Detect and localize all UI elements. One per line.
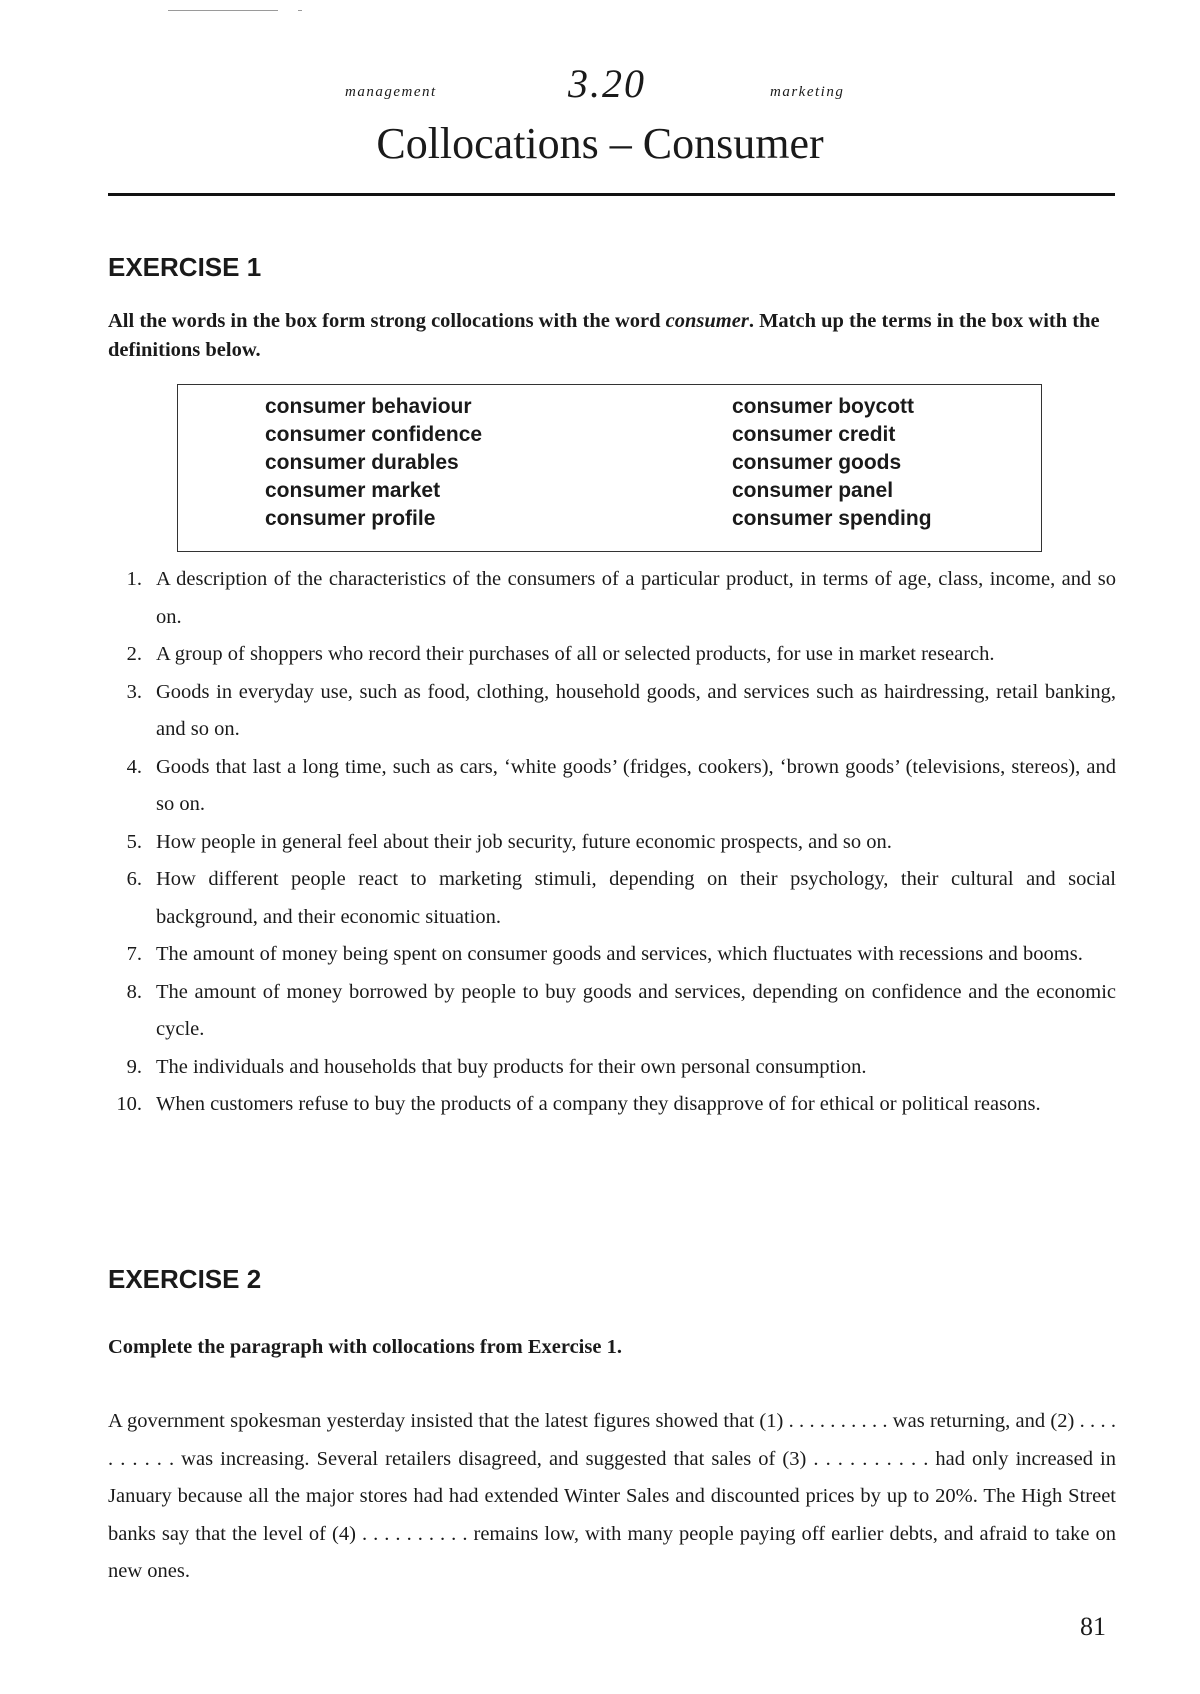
definition-number: 3. <box>126 680 142 703</box>
definition-text: Goods that last a long time, such as cars, ‘white goods’ (fridges, cookers), ‘brown goods’ (televisions, stereos), and so on. <box>156 755 1116 815</box>
word-box-item: consumer behaviour <box>265 395 472 418</box>
definition-text: How people in general feel about their job security, future economic prospects, and so on. <box>156 830 892 853</box>
definition-text: The amount of money borrowed by people to buy goods and services, depending on confidence and the economic cycle. <box>156 980 1116 1040</box>
title-divider <box>108 193 1115 196</box>
definition-item <box>108 636 1116 674</box>
word-box-item: consumer credit <box>732 423 896 446</box>
definition-number: 9. <box>126 1055 142 1078</box>
definitions-list <box>108 561 1116 1124</box>
gap-fill-paragraph: A government spokesman yesterday insisted that the latest figures showed that (1) . . . . . . . . . . was returning, and (2) . . . . . . . . . . was increasing. Several retailers disagreed, and suggested that sales of (3) . . . . . . . . . . had only increased in January because all the major stores had had extended Winter Sales and discounted prices by up to 20%. The High Street banks say that the level of (4) . . . . . . . . . . remains low, with many people paying off earlier debts, and afraid to take on new ones. <box>108 1410 1116 1582</box>
definition-text: When customers refuse to buy the products of a company they disapprove of for ethical or political reasons. <box>156 1093 1041 1115</box>
definition-text: The individuals and households that buy products for their own personal consumption. <box>156 1055 867 1078</box>
definition-text: Goods in everyday use, such as food, clothing, household goods, and services such as hairdressing, retail banking, and so on. <box>156 680 1116 740</box>
definition-item <box>108 936 1116 974</box>
page-title: Collocations – Consumer <box>376 119 824 168</box>
definition-item <box>108 824 1116 862</box>
word-box-item: consumer market <box>265 479 441 502</box>
word-box-item: consumer boycott <box>732 395 915 418</box>
definition-item <box>108 1049 1116 1087</box>
definition-number: 10. <box>116 1093 142 1115</box>
definition-item <box>108 974 1116 1049</box>
scan-artifact-dot <box>298 10 302 11</box>
exercise-2-heading: EXERCISE 2 <box>108 1264 262 1294</box>
definition-item <box>108 561 1116 636</box>
exercise-1-instruction <box>108 307 1116 365</box>
word-box-left-column <box>265 393 482 533</box>
unit-number: 3.20 <box>568 61 646 106</box>
definition-item <box>108 1086 1116 1124</box>
collocation-word-box <box>177 384 1042 552</box>
exercise-2-instruction: Complete the paragraph with collocations from Exercise 1. <box>108 1336 622 1358</box>
category-label-management: management <box>345 84 437 100</box>
definition-text: How different people react to marketing stimuli, depending on their psychology, their cultural and social background, and their economic situation. <box>156 868 1116 928</box>
word-box-right-column <box>732 393 932 533</box>
instruction-text-end: . Match up the terms in the box with the definitions below. <box>108 310 1100 361</box>
instruction-text-start: All the words in the box form strong collocations with the word <box>108 310 666 332</box>
page-number: 81 <box>1080 1612 1106 1641</box>
definition-number: 5. <box>126 830 142 853</box>
definition-text: A description of the characteristics of the consumers of a particular product, in terms of age, class, income, and so on. <box>156 568 1116 628</box>
exercise-1-heading: EXERCISE 1 <box>108 252 262 282</box>
category-label-marketing: marketing <box>770 84 845 100</box>
definition-number: 7. <box>126 943 142 965</box>
word-box-item: consumer confidence <box>265 423 483 446</box>
definition-text: A group of shoppers who record their purchases of all or selected products, for use in market research. <box>156 643 995 665</box>
scan-artifact-line <box>168 10 278 11</box>
definition-number: 1. <box>126 568 142 590</box>
instruction-keyword: consumer <box>665 310 749 332</box>
definition-item <box>108 861 1116 936</box>
word-box-item: consumer profile <box>265 507 436 530</box>
word-box-item: consumer goods <box>732 451 902 474</box>
definition-text: The amount of money being spent on consumer goods and services, which fluctuates with recessions and booms. <box>156 943 1083 965</box>
definition-number: 2. <box>126 643 142 665</box>
word-box-item: consumer spending <box>732 507 932 530</box>
definition-item <box>108 674 1116 749</box>
definition-number: 4. <box>126 755 142 778</box>
definition-number: 8. <box>126 980 142 1003</box>
definition-item <box>108 749 1116 824</box>
word-box-item: consumer panel <box>732 479 894 502</box>
definition-number: 6. <box>126 868 142 890</box>
word-box-item: consumer durables <box>265 451 459 474</box>
